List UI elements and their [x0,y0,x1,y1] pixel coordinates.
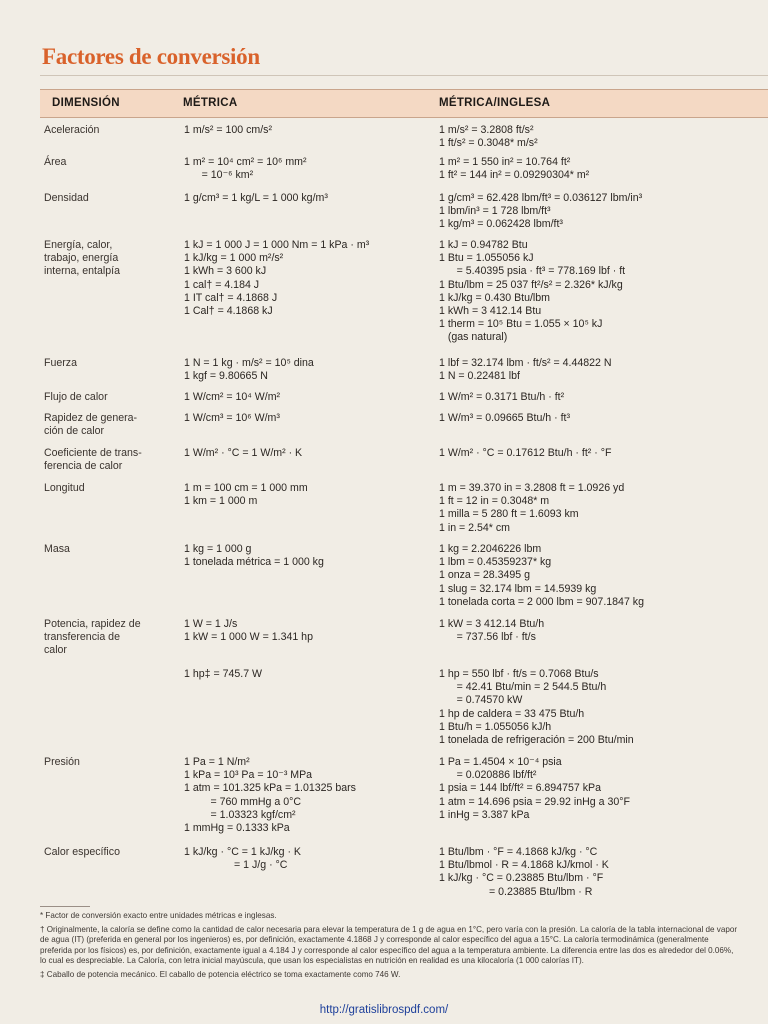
row-metric: 1 m² = 10⁴ cm² = 10⁶ mm² = 10⁻⁶ km² [184,156,307,182]
row-dimension: Densidad [44,192,89,204]
row-metric: 1 g/cm³ = 1 kg/L = 1 000 kg/m³ [184,192,328,204]
page-title: Factores de conversión [42,44,260,69]
footnote-horsepower: ‡ Caballo de potencia mecánico. El caballo de potencia eléctrico se toma exactamente como 746 W. [40,970,401,980]
row-dimension: Calor específico [44,846,120,858]
row-metric: 1 m = 100 cm = 1 000 mm 1 km = 1 000 m [184,482,308,508]
footnote-rule [40,906,90,907]
row-metric-english: 1 hp = 550 lbf · ft/s = 0.7068 Btu/s = 42.41 Btu/min = 2 544.5 Btu/h = 0.74570 kW 1 hp de caldera = 33 475 Btu/h 1 Btu/h = 1.055056 kJ/h 1 tonelada de refrigeración = 200 Btu/min [439,668,634,747]
row-dimension: Energía, calor, trabajo, energía interna, entalpía [44,239,120,278]
row-metric-english: 1 m² = 1 550 in² = 10.764 ft² 1 ft² = 144 in² = 0.09290304* m² [439,156,590,182]
row-dimension: Área [44,156,67,168]
row-metric: 1 W = 1 J/s 1 kW = 1 000 W = 1.341 hp [184,618,313,644]
row-dimension: Longitud [44,482,85,494]
table-header [40,89,768,118]
row-metric: 1 Pa = 1 N/m² 1 kPa = 10³ Pa = 10⁻³ MPa 1 atm = 101.325 kPa = 1.01325 bars = 760 mmHg a 0°C = 1.03323 kgf/cm² 1 mmHg = 0.1333 kPa [184,756,356,835]
row-metric-english: 1 kg = 2.2046226 lbm 1 lbm = 0.45359237* kg 1 onza = 28.3495 g 1 slug = 32.174 lbm = 14.5939 kg 1 tonelada corta = 2 000 lbm = 907.1847 kg [439,543,644,608]
source-link[interactable]: http://gratislibrospdf.com/ [319,1004,449,1016]
row-dimension: Coeficiente de trans- ferencia de calor [44,447,142,473]
row-dimension: Flujo de calor [44,391,108,403]
row-dimension: Masa [44,543,70,555]
row-metric-english: 1 m/s² = 3.2808 ft/s² 1 ft/s² = 0.3048* m/s² [439,124,538,150]
row-metric-english: 1 W/m² · °C = 0.17612 Btu/h · ft² · °F [439,447,612,459]
row-metric-english: 1 kJ = 0.94782 Btu 1 Btu = 1.055056 kJ = 5.40395 psia · ft³ = 778.169 lbf · ft 1 Btu/lbm = 25 037 ft²/s² = 2.326* kJ/kg 1 kJ/kg = 0.430 Btu/lbm 1 kWh = 3 412.14 Btu 1 therm = 10⁵ Btu = 1.055 × 10⁵ kJ (gas natural) [439,239,626,344]
row-metric: 1 kJ/kg · °C = 1 kJ/kg · K = 1 J/g · °C [184,846,301,872]
row-dimension: Rapidez de genera- ción de calor [44,412,138,438]
row-dimension: Potencia, rapidez de transferencia de calor [44,618,141,657]
title-rule [40,75,768,76]
row-metric: 1 N = 1 kg · m/s² = 10⁵ dina 1 kgf = 9.80665 N [184,357,314,383]
row-dimension: Presión [44,756,80,768]
row-metric-english: 1 Pa = 1.4504 × 10⁻⁴ psia = 0.020886 lbf/ft² 1 psia = 144 lbf/ft² = 6.894757 kPa 1 atm = 14.696 psia = 29.92 inHg a 30°F 1 inHg = 3.387 kPa [439,756,630,821]
footnote-calorie: † Originalmente, la caloría se define como la cantidad de calor necesaria para elevar la temperatura de 1 g de agua en 1°C, pero varía con la presión. La caloría de la tabla internacional de vapor de agua (IT) (preferida en general por los ingenieros) es, por definición, exactamente 4.1868 J y corresponde al calor específico del agua a 15°C. La caloría termodinámica (generalmente preferida por los físicos) es, por definición, exactamente igual a 4.184 J y corresponde al calor específico del agua a la temperatura ambiente. La diferencia entre las dos es alrededor del 0.06%, lo cual es despreciable. La Caloría, con letra inicial mayúscula, que usan los especialistas en nutrición en realidad es una kilocaloría (1 000 calorías IT). [40,925,738,965]
row-metric-english: 1 g/cm³ = 62.428 lbm/ft³ = 0.036127 lbm/in³ 1 lbm/in³ = 1 728 lbm/ft³ 1 kg/m³ = 0.062428 lbm/ft³ [439,192,643,231]
footnote-exact: * Factor de conversión exacto entre unidades métricas e inglesas. [40,911,277,920]
row-dimension: Aceleración [44,124,100,136]
row-metric: 1 m/s² = 100 cm/s² [184,124,273,136]
row-dimension: Fuerza [44,357,77,369]
row-metric-english: 1 Btu/lbm · °F = 4.1868 kJ/kg · °C 1 Btu/lbmol · R = 4.1868 kJ/kmol · K 1 kJ/kg · °C = 0.23885 Btu/lbm · °F = 0.23885 Btu/lbm · R [439,846,609,898]
header-metric: MÉTRICA [183,97,238,109]
row-metric-english: 1 W/m³ = 0.09665 Btu/h · ft³ [439,412,571,424]
row-metric-english: 1 kW = 3 412.14 Btu/h = 737.56 lbf · ft/s [439,618,545,644]
row-metric-english: 1 m = 39.370 in = 3.2808 ft = 1.0926 yd 1 ft = 12 in = 0.3048* m 1 milla = 5 280 ft = 1.6093 km 1 in = 2.54* cm [439,482,625,534]
row-metric: 1 kJ = 1 000 J = 1 000 Nm = 1 kPa · m³ 1 kJ/kg = 1 000 m²/s² 1 kWh = 3 600 kJ 1 cal† = 4.184 J 1 IT cal† = 4.1868 J 1 Cal† = 4.1868 kJ [184,239,370,318]
row-metric: 1 kg = 1 000 g 1 tonelada métrica = 1 000 kg [184,543,324,569]
footnotes [40,911,740,984]
row-metric: 1 W/m² · °C = 1 W/m² · K [184,447,303,459]
row-metric-english: 1 lbf = 32.174 lbm · ft/s² = 4.44822 N 1 N = 0.22481 lbf [439,357,612,383]
row-metric: 1 hp‡ = 745.7 W [184,668,263,680]
header-dimension: DIMENSIÓN [52,97,120,109]
row-metric-english: 1 W/m² = 0.3171 Btu/h · ft² [439,391,565,403]
row-metric: 1 W/cm² = 10⁴ W/m² [184,391,281,403]
header-metric-english: MÉTRICA/INGLESA [439,97,551,109]
row-metric: 1 W/cm³ = 10⁶ W/m³ [184,412,280,424]
